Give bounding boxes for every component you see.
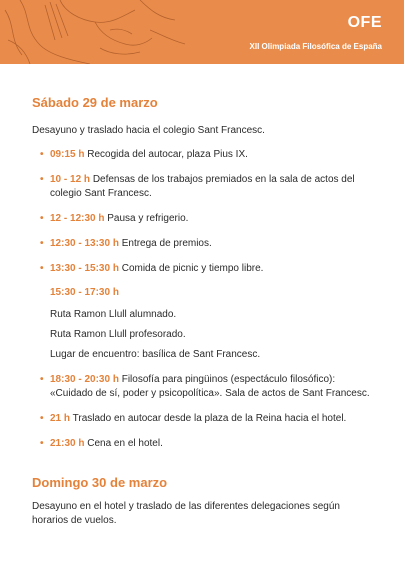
item-text: Comida de picnic y tiempo libre.: [121, 263, 264, 274]
route-line: Lugar de encuentro: basílica de Sant Francesc.: [50, 349, 261, 360]
ofe-logo-text: OFE: [347, 14, 382, 31]
item-text: Filosofía para pingüinos (espectáculo filosófico): «Cuidado de sí, poder y psicopolítica». Sala de actos de Sant Francesc.: [50, 374, 370, 399]
route-block: [32, 287, 377, 362]
schedule-item: [40, 437, 377, 451]
item-time: 12 - 12:30 h: [50, 213, 105, 224]
item-text: Traslado en autocar desde la plaza de la Reina hacia el hotel.: [72, 413, 347, 424]
schedule-item: [40, 412, 377, 426]
day2-intro: Desayuno en el hotel y traslado de las diferentes delegaciones según horarios de vuelos.: [32, 501, 340, 526]
route-line: Ruta Ramon Llull profesorado.: [50, 329, 186, 340]
day2-heading: Domingo 30 de marzo: [32, 475, 168, 490]
route-line: Ruta Ramon Llull alumnado.: [50, 309, 177, 320]
header-banner: [0, 0, 404, 64]
item-time: 21 h: [50, 413, 71, 424]
portrait-sketch-illustration: [0, 0, 190, 64]
schedule-item: [40, 173, 377, 201]
item-time: 13:30 - 15:30 h: [50, 263, 119, 274]
item-time: 12:30 - 13:30 h: [50, 238, 119, 249]
day1-heading: Sábado 29 de marzo: [32, 95, 158, 110]
schedule-item: [40, 237, 377, 251]
day1-schedule-list: [32, 148, 377, 276]
day1-schedule-list-2: [32, 373, 377, 451]
item-time: 18:30 - 20:30 h: [50, 374, 119, 385]
schedule-item: [40, 148, 377, 162]
schedule-item: [40, 373, 377, 401]
route-time: 15:30 - 17:30 h: [50, 287, 119, 298]
item-text: Cena en el hotel.: [87, 438, 163, 449]
item-text: Pausa y refrigerio.: [107, 213, 189, 224]
item-time: 21:30 h: [50, 438, 85, 449]
item-time: 10 - 12 h: [50, 174, 91, 185]
schedule-content: [32, 95, 377, 528]
event-subtitle: XII Olimpiada Filosófica de España: [249, 42, 382, 51]
day1-intro: Desayuno y traslado hacia el colegio Sant Francesc.: [32, 125, 265, 136]
item-time: 09:15 h: [50, 149, 85, 160]
schedule-item: [40, 212, 377, 226]
schedule-item: [40, 262, 377, 276]
item-text: Recogida del autocar, plaza Pius IX.: [87, 149, 248, 160]
item-text: Entrega de premios.: [121, 238, 212, 249]
item-text: Defensas de los trabajos premiados en la sala de actos del colegio Sant Francesc.: [50, 174, 355, 199]
